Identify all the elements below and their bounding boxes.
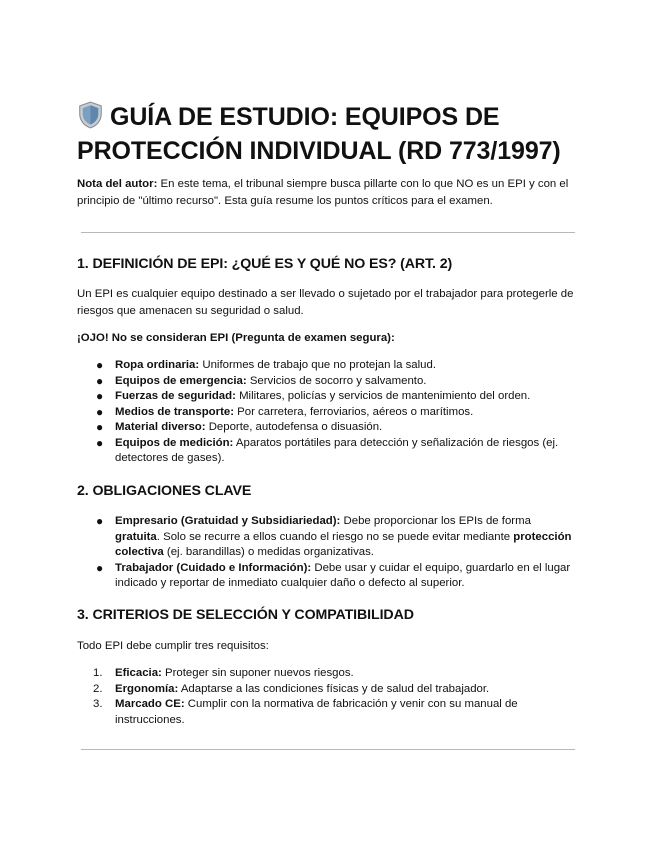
requirements-list <box>77 666 575 728</box>
section-1-heading: 1. DEFINICIÓN DE EPI: ¿QUÉ ES Y QUÉ NO ES? (ART. 2) <box>77 256 453 272</box>
divider-bottom <box>81 749 575 750</box>
list-item: ● Fuerzas de seguridad: Militares, policías y servicios de mantenimiento del orden. <box>96 389 531 403</box>
author-note-text: En este tema, el tribunal siempre busca pillarte con lo que NO es un EPI y con el principio de "último recurso". Esta guía resume los puntos críticos para el examen. <box>77 178 569 207</box>
list-item: 1. Eficacia: Proteger sin suponer nuevos riesgos. <box>93 667 354 679</box>
list-item: ● Trabajador (Cuidado e Información): Debe usar y cuidar el equipo, guardarlo en el lugar indicado y reportar de inmediato cualquier daño o defecto al superior. <box>96 560 571 589</box>
bullet-icon: ● <box>96 358 104 372</box>
shield-icon <box>77 101 104 129</box>
author-note-label: Nota del autor: <box>77 178 158 190</box>
section-2-heading: 2. OBLIGACIONES CLAVE <box>77 483 252 499</box>
list-item: ● Medios de transporte: Por carretera, ferroviarios, aéreos o marítimos. <box>96 404 474 419</box>
list-item: ● Empresario (Gratuidad y Subsidiariedad): Debe proporcionar los EPIs de forma gratuita. Solo se recurre a ellos cuando el riesgo no se puede evitar mediante protección colectiva (ej. barandillas) o medidas organizativas. <box>96 514 572 558</box>
document-title <box>77 100 575 168</box>
bullet-icon: ● <box>96 420 104 434</box>
section-1-warning: ¡OJO! No se consideran EPI (Pregunta de examen segura): <box>77 332 395 344</box>
obligations-list <box>77 514 575 592</box>
section-3-intro: Todo EPI debe cumplir tres requisitos: <box>77 640 269 652</box>
section-1-definition: Un EPI es cualquier equipo destinado a ser llevado o sujetado por el trabajador para protegerle de riesgos que amenacen su seguridad o salud. <box>77 288 574 317</box>
title-line-1: GUÍA DE ESTUDIO: EQUIPOS DE <box>110 103 500 131</box>
divider-top <box>81 232 575 233</box>
author-note <box>77 176 575 210</box>
bullet-icon: ● <box>96 435 104 450</box>
list-item: 2. Ergonomía: Adaptarse a las condiciones físicas y de salud del trabajador. <box>93 682 490 695</box>
list-item: ● Equipos de medición: Aparatos portátiles para detección y señalización de riesgos (ej. detectores de gases). <box>96 435 559 464</box>
bullet-icon: ● <box>96 404 104 419</box>
non-epi-list <box>77 358 575 467</box>
list-item: 3. Marcado CE: Cumplir con la normativa de fabricación y venir con su manual de instrucciones. <box>93 698 518 726</box>
bullet-icon: ● <box>96 514 104 528</box>
bullet-icon: ● <box>96 389 104 403</box>
list-item: ● Equipos de emergencia: Servicios de socorro y salvamento. <box>96 373 427 388</box>
list-item: ● Ropa ordinaria: Uniformes de trabajo que no protejan la salud. <box>96 358 437 372</box>
title-line-2: PROTECCIÓN INDIVIDUAL (RD 773/1997) <box>77 137 561 165</box>
document-page <box>77 100 575 726</box>
bullet-icon: ● <box>96 560 104 575</box>
section-3-heading: 3. CRITERIOS DE SELECCIÓN Y COMPATIBILIDAD <box>77 607 414 623</box>
bullet-icon: ● <box>96 373 104 388</box>
list-item: ● Material diverso: Deporte, autodefensa o disuasión. <box>96 420 383 434</box>
